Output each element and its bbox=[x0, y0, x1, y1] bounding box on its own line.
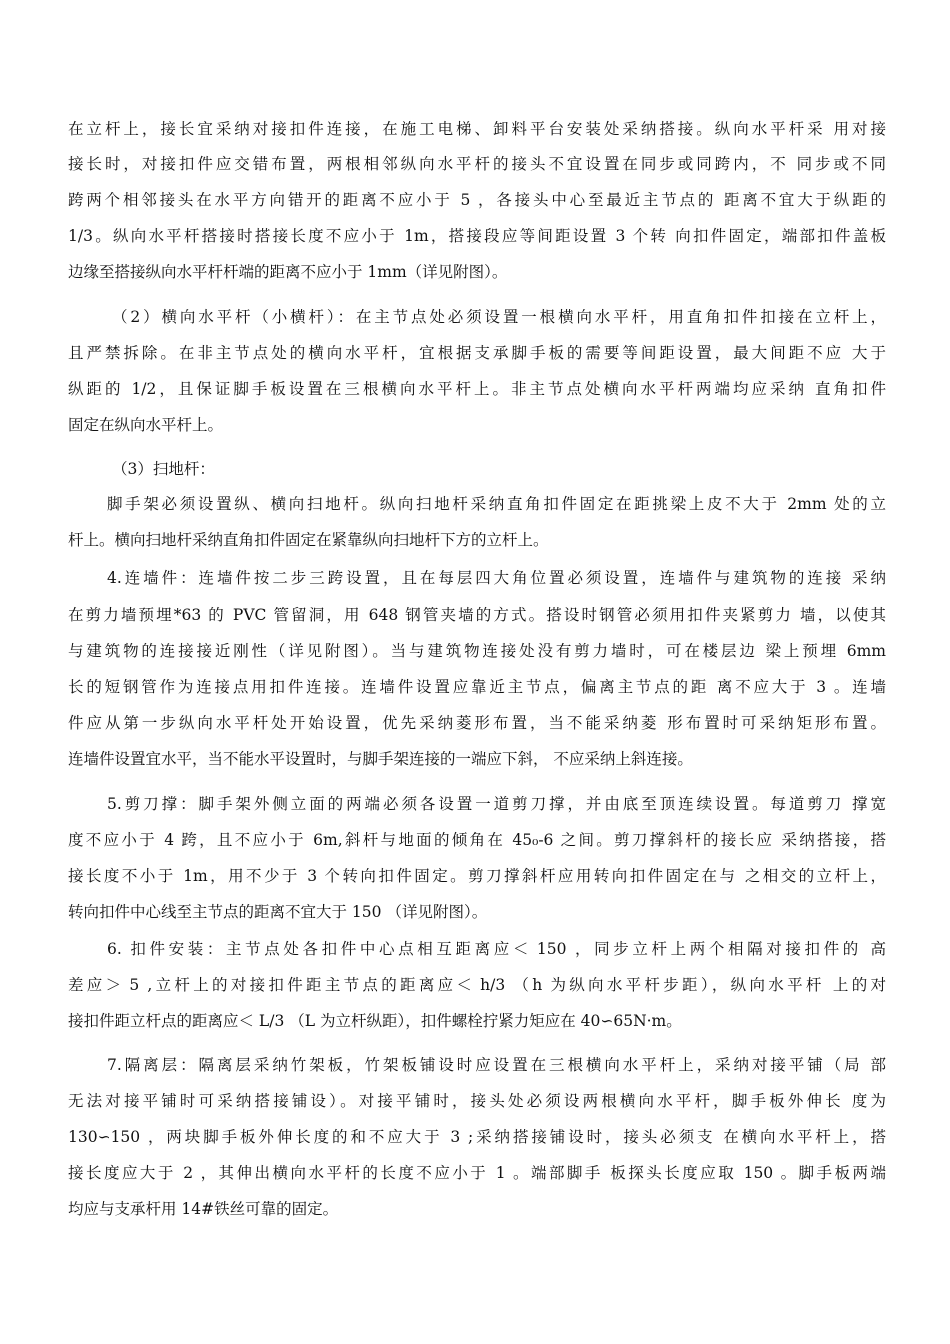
text-line: 接长度应大于 2 ，其伸出横向水平杆的长度不应小于 1 。端部脚手 板探头长度应取 150 。脚手板两端 bbox=[68, 1164, 886, 1182]
text-line: 1/3。纵向水平杆搭接时搭接长度不应小于 1m，搭接段应等间距设置 3 个转 向扣件固定，端部扣件盖板 bbox=[68, 227, 886, 245]
text-line: 6. 扣件安装：主节点处各扣件中心点相互距离应＜ 150 ，同步立杆上两个相隔对接扣件的 高 bbox=[107, 940, 886, 958]
text-line: 4.连墙件：连墙件按二步三跨设置，且在每层四大角位置必须设置，连墙件与建筑物的连接 采纳 bbox=[107, 569, 886, 587]
text-line: 均应与支承杆用 14#铁丝可靠的固定。 bbox=[68, 1200, 339, 1218]
text-line: 接扣件距立杆点的距离应＜ L/3 （L 为立杆纵距），扣件螺栓拧紧力矩应在 40∽65N·m。 bbox=[68, 1012, 682, 1030]
text-line: 固定在纵向水平杆上。 bbox=[68, 416, 224, 434]
text-line: 5.剪刀撑：脚手架外侧立面的两端必须各设置一道剪刀撑，并由底至顶连续设置。每道剪刀 撑宽 bbox=[107, 795, 886, 813]
text-line: （3）扫地杆： bbox=[112, 460, 215, 478]
text-line: 连墙件设置宜水平，当不能水平设置时，与脚手架连接的一端应下斜， 不应采纳上斜连接。 bbox=[68, 750, 693, 768]
text-line: 差应＞ 5 ,立杆上的对接扣件距主节点的距离应＜ h/3 （h 为纵向水平杆步距），纵向水平杆 上的对 bbox=[68, 976, 886, 994]
text-line: 边缘至搭接纵向水平杆杆端的距离不应小于 1mm（详见附图）。 bbox=[68, 263, 508, 281]
text-line: 7.隔离层：隔离层采纳竹架板，竹架板铺设时应设置在三根横向水平杆上，采纳对接平铺（局 部 bbox=[107, 1056, 886, 1074]
text-line: 长的短钢管作为连接点用扣件连接。连墙件设置应靠近主节点，偏离主节点的距 离不应大于 3 。连墙 bbox=[68, 678, 886, 696]
text-line: 转向扣件中心线至主节点的距离不宜大于 150 （详见附图）。 bbox=[68, 903, 488, 921]
text-line: 跨两个相邻接头在水平方向错开的距离不应小于 5 ，各接头中心至最近主节点的 距离不宜大于纵距的 bbox=[68, 191, 886, 209]
text-line: 杆上。横向扫地杆采纳直角扣件固定在紧靠纵向扫地杆下方的立杆上。 bbox=[68, 531, 549, 549]
text-line: 且严禁拆除。在非主节点处的横向水平杆，宜根据支承脚手板的需要等间距设置，最大间距不应 大于 bbox=[68, 344, 886, 362]
text-line: 度不应小于 4 跨，且不应小于 6m,斜杆与地面的倾角在 45₀-6 之间。剪刀撑斜杆的接长应 采纳搭接，搭 bbox=[68, 831, 886, 849]
text-line: 接长度不小于 1m，用不少于 3 个转向扣件固定。剪刀撑斜杆应用转向扣件固定在与 之相交的立杆上， bbox=[68, 867, 886, 885]
text-line: 纵距的 1/2，且保证脚手板设置在三根横向水平杆上。非主节点处横向水平杆两端均应采纳 直角扣件 bbox=[68, 380, 886, 398]
text-line: 脚手架必须设置纵、横向扫地杆。纵向扫地杆采纳直角扣件固定在距挑梁上皮不大于 2mm 处的立 bbox=[107, 495, 886, 513]
text-line: 在立杆上，接长宜采纳对接扣件连接，在施工电梯、卸料平台安装处采纳搭接。纵向水平杆采 用对接 bbox=[68, 120, 886, 138]
text-line: 接长时，对接扣件应交错布置，两根相邻纵向水平杆的接头不宜设置在同步或同跨内，不 同步或不同 bbox=[68, 155, 886, 173]
text-line: 130∽150 ，两块脚手板外伸长度的和不应大于 3 ;采纳搭接铺设时，接头必须支 在横向水平杆上，搭 bbox=[68, 1128, 886, 1146]
text-line: 与建筑物的连接接近刚性（详见附图）。当与建筑物连接处没有剪力墙时，可在楼层边 梁上预埋 6mm bbox=[68, 642, 886, 660]
text-line: 无法对接平铺时可采纳搭接铺设）。对接平铺时，接头处必须设两根横向水平杆，脚手板外伸长 度为 bbox=[68, 1092, 886, 1110]
text-line: （2）横向水平杆（小横杆）：在主节点处必须设置一根横向水平杆，用直角扣件扣接在立杆上， bbox=[112, 308, 886, 326]
text-line: 件应从第一步纵向水平杆处开始设置，优先采纳菱形布置，当不能采纳菱 形布置时可采纳矩形布置。 bbox=[68, 714, 886, 732]
text-line: 在剪力墙预埋*63 的 PVC 管留洞，用 648 钢管夹墙的方式。搭设时钢管必须用扣件夹紧剪力 墙，以使其 bbox=[68, 606, 886, 624]
